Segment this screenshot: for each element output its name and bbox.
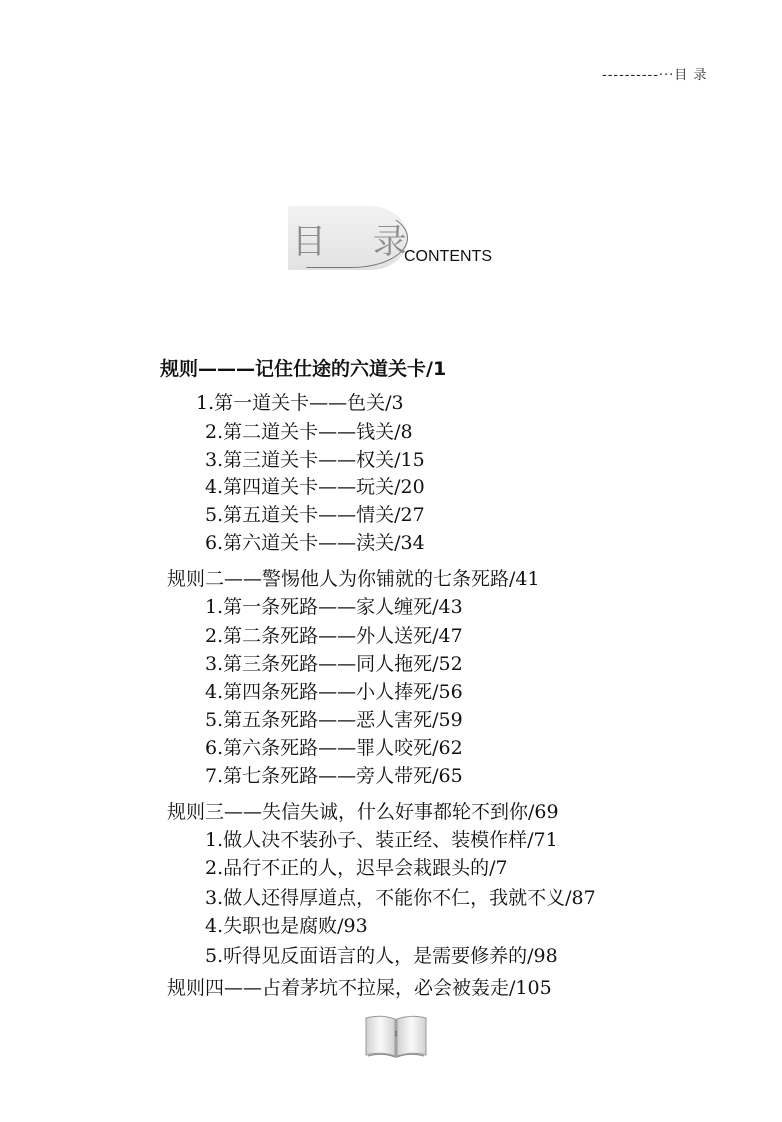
toc-chapter-1[interactable]: 规则———记住仕途的六道关卡/1 — [160, 358, 447, 380]
toc-item[interactable]: 2.品行不正的人，迟早会栽跟头的/7 — [205, 857, 508, 879]
contents-title-en: CONTENTS — [404, 248, 492, 265]
toc-item[interactable]: 7.第七条死路——旁人带死/65 — [205, 765, 463, 787]
toc-item[interactable]: 3.做人还得厚道点，不能你不仁，我就不义/87 — [205, 887, 596, 909]
page-number-book-icon — [364, 1012, 428, 1060]
toc-item[interactable]: 6.第六条死路——罪人咬死/62 — [205, 737, 463, 759]
toc-item[interactable]: 4.第四道关卡——玩关/20 — [205, 476, 425, 498]
toc-item[interactable]: 1.做人决不装孙子、装正经、装模作样/71 — [205, 829, 558, 851]
toc-item[interactable]: 2.第二条死路——外人送死/47 — [205, 625, 463, 647]
toc-item[interactable]: 1.第一道关卡——色关/3 — [196, 392, 404, 414]
toc-item[interactable]: 4.失职也是腐败/93 — [205, 915, 368, 937]
toc-chapter-4[interactable]: 规则四——占着茅坑不拉屎，必会被轰走/105 — [167, 977, 552, 999]
contents-title-graphic — [288, 206, 425, 272]
toc-chapter-2[interactable]: 规则二——警惕他人为你铺就的七条死路/41 — [167, 568, 540, 590]
contents-title-cn: 目 录 — [292, 222, 425, 262]
page-number: 1 — [394, 1031, 398, 1038]
toc-item[interactable]: 1.第一条死路——家人缠死/43 — [205, 596, 463, 618]
toc-item[interactable]: 5.第五道关卡——情关/27 — [205, 504, 425, 526]
toc-item[interactable]: 6.第六道关卡——渎关/34 — [205, 532, 425, 554]
toc-item[interactable]: 5.听得见反面语言的人，是需要修养的/98 — [205, 945, 558, 967]
toc-item[interactable]: 2.第二道关卡——钱关/8 — [205, 421, 413, 443]
toc-item[interactable]: 3.第三条死路——同人拖死/52 — [205, 653, 463, 675]
running-header: ----------···目 录 — [602, 68, 708, 83]
toc-item[interactable]: 4.第四条死路——小人捧死/56 — [205, 681, 463, 703]
toc-item[interactable]: 3.第三道关卡——权关/15 — [205, 449, 425, 471]
toc-item[interactable]: 5.第五条死路——恶人害死/59 — [205, 709, 463, 731]
toc-chapter-3[interactable]: 规则三——失信失诚，什么好事都轮不到你/69 — [167, 801, 559, 823]
